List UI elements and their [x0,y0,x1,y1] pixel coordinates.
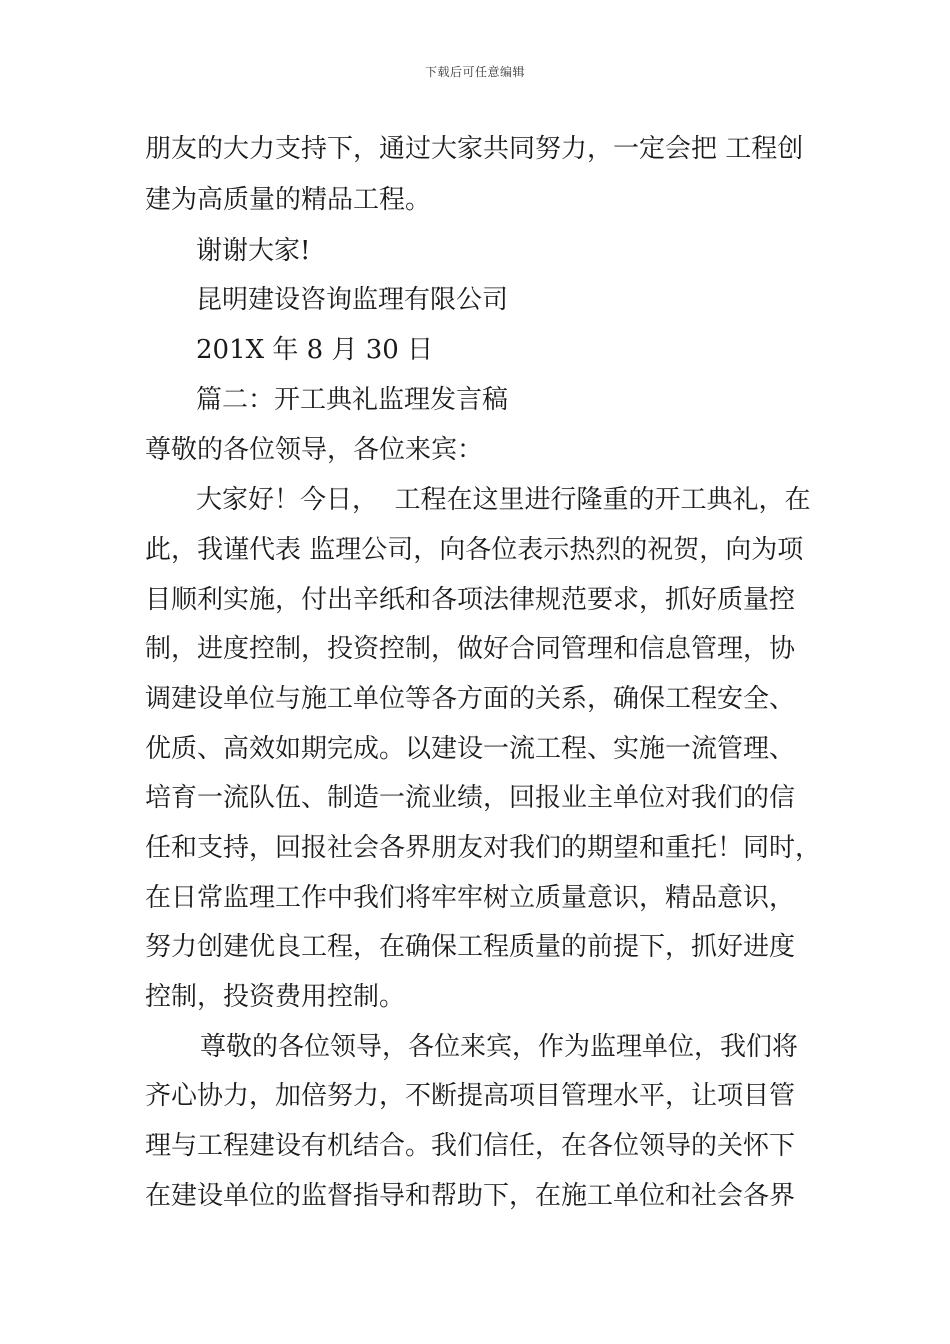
text-line: 齐心协力，加倍努力，不断提高项目管理水平，让项目管 [145,1081,796,1111]
text-line: 控制，投资费用控制。 [145,982,406,1012]
text-line: 培育一流队伍、制造一流业绩，回报业主单位对我们的信 [145,783,796,813]
text-line: 在日常监理工作中我们将牢牢树立质量意识，精品意识， [145,883,796,913]
text-line: 建为高质量的精品工程。 [145,185,432,215]
text-line: 理与工程建设有机结合。我们信任，在各位领导的关怀下 [145,1131,796,1161]
section-title: 篇二：开工典礼监理发言稿 [196,385,509,415]
text-line: 尊敬的各位领导，各位来宾，作为监理单位，我们将 [200,1032,799,1062]
text-line: 201X 年 8 月 30 日 [196,335,434,365]
text-line: 调建设单位与施工单位等各方面的关系，确保工程安全、 [145,684,796,714]
text-line: 朋友的大力支持下，通过大家共同努力，一定会把 工程创 [145,134,804,164]
page-header: 下载后可任意编辑 [424,65,525,79]
text-line: 努力创建优良工程，在确保工程质量的前提下，抓好进度 [145,932,796,962]
text-line: 目顺利实施，付出辛纸和各项法律规范要求，抓好质量控 [145,585,796,615]
text-line: 任和支持，回报社会各界朋友对我们的期望和重托！同时， [145,833,822,863]
text-line: 谢谢大家! [196,236,311,266]
text-line: 优质、高效如期完成。以建设一流工程、实施一流管理、 [145,734,796,764]
salutation: 尊敬的各位领导，各位来宾： [145,435,484,465]
text-line: 此，我谨代表 监理公司，向各位表示热烈的祝贺，向为项 [145,535,804,565]
text-line: 在建设单位的监督指导和帮助下，在施工单位和社会各界 [145,1181,796,1211]
text-line: 制，进度控制，投资控制，做好合同管理和信息管理，协 [145,634,796,664]
text-line: 昆明建设咨询监理有限公司 [196,285,509,315]
text-line: 大家好！今日， 工程在这里进行隆重的开工典礼，在 [196,485,811,515]
